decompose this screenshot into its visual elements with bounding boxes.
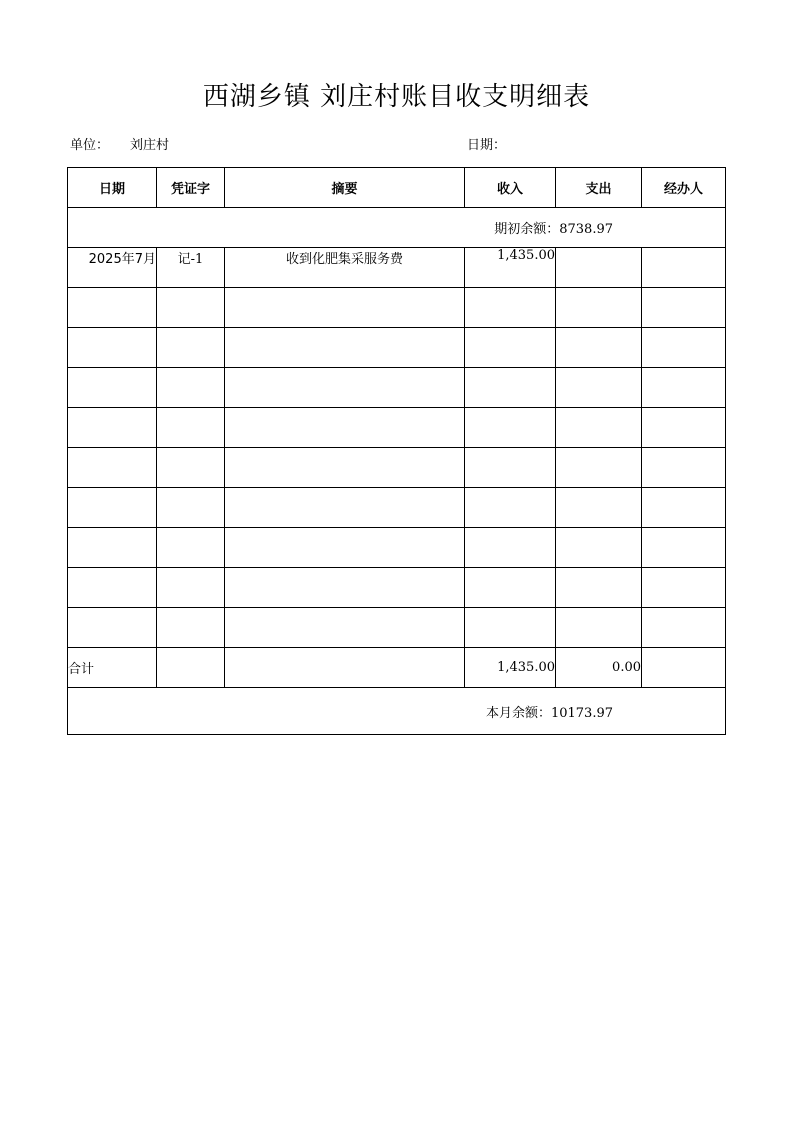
cell-handler bbox=[642, 368, 726, 408]
cell-income bbox=[465, 568, 556, 608]
cell-expense bbox=[556, 448, 642, 488]
cell-summary bbox=[225, 568, 465, 608]
opening-balance-cell bbox=[68, 208, 726, 248]
cell-voucher bbox=[157, 528, 225, 568]
table-row bbox=[68, 248, 726, 288]
cell-income bbox=[465, 448, 556, 488]
table-row bbox=[68, 488, 726, 528]
cell-handler bbox=[642, 488, 726, 528]
cell-income bbox=[465, 608, 556, 648]
cell-date bbox=[68, 288, 157, 328]
table-row bbox=[68, 288, 726, 328]
closing-balance-label: 本月余额： bbox=[485, 705, 551, 721]
cell-income bbox=[465, 408, 556, 448]
table-row bbox=[68, 328, 726, 368]
column-header-expense: 支出 bbox=[556, 168, 642, 208]
closing-balance-row bbox=[68, 688, 726, 735]
cell-date bbox=[68, 488, 157, 528]
cell-handler bbox=[642, 288, 726, 328]
cell-date bbox=[68, 568, 157, 608]
date-label: 日期： bbox=[467, 138, 507, 153]
cell-handler bbox=[642, 568, 726, 608]
unit-value: 刘庄村 bbox=[130, 138, 170, 153]
table-row bbox=[68, 528, 726, 568]
column-header-handler: 经办人 bbox=[642, 168, 726, 208]
cell-expense bbox=[556, 328, 642, 368]
cell-income bbox=[465, 328, 556, 368]
cell-summary bbox=[225, 368, 465, 408]
cell-handler bbox=[642, 608, 726, 648]
cell-summary bbox=[225, 408, 465, 448]
cell-handler bbox=[642, 328, 726, 368]
opening-balance-value: 8738.97 bbox=[559, 222, 613, 237]
unit-label: 单位： bbox=[70, 138, 110, 153]
table-row bbox=[68, 448, 726, 488]
closing-balance-value: 10173.97 bbox=[550, 705, 613, 721]
cell-voucher bbox=[157, 328, 225, 368]
cell-expense bbox=[556, 288, 642, 328]
cell-date: 2025年7月 bbox=[68, 248, 157, 288]
cell-handler bbox=[642, 448, 726, 488]
cell-expense bbox=[556, 528, 642, 568]
ledger-table bbox=[67, 167, 726, 735]
column-header-voucher: 凭证字 bbox=[157, 168, 225, 208]
cell-expense bbox=[556, 608, 642, 648]
cell-summary: 收到化肥集采服务费 bbox=[225, 248, 465, 288]
cell-income bbox=[465, 288, 556, 328]
cell-summary bbox=[225, 528, 465, 568]
cell-voucher bbox=[157, 408, 225, 448]
table-row bbox=[68, 568, 726, 608]
page-title: 西湖乡镇 刘庄村账目收支明细表 bbox=[202, 82, 591, 112]
table-row bbox=[68, 368, 726, 408]
cell-income: 1,435.00 bbox=[465, 248, 556, 288]
cell-income bbox=[465, 528, 556, 568]
total-row bbox=[68, 648, 726, 688]
cell-summary bbox=[225, 328, 465, 368]
table-header-row bbox=[68, 168, 726, 208]
cell-handler bbox=[642, 248, 726, 288]
cell-voucher bbox=[157, 488, 225, 528]
cell-expense bbox=[556, 568, 642, 608]
cell-expense bbox=[556, 488, 642, 528]
cell-summary bbox=[225, 448, 465, 488]
cell-summary bbox=[225, 488, 465, 528]
cell-date bbox=[68, 608, 157, 648]
cell-voucher bbox=[157, 368, 225, 408]
column-header-income: 收入 bbox=[465, 168, 556, 208]
table-row bbox=[68, 408, 726, 448]
cell-handler bbox=[642, 408, 726, 448]
column-header-summary: 摘要 bbox=[225, 168, 465, 208]
table-row bbox=[68, 608, 726, 648]
cell-summary bbox=[225, 608, 465, 648]
closing-balance-cell bbox=[68, 688, 726, 735]
cell-voucher bbox=[157, 608, 225, 648]
cell-expense bbox=[556, 248, 642, 288]
cell-summary bbox=[225, 288, 465, 328]
total-expense: 0.00 bbox=[556, 648, 642, 688]
total-summary-cell bbox=[225, 648, 465, 688]
cell-expense bbox=[556, 408, 642, 448]
opening-balance-label: 期初余额： bbox=[494, 222, 560, 237]
cell-voucher bbox=[157, 448, 225, 488]
cell-income bbox=[465, 368, 556, 408]
cell-voucher bbox=[157, 568, 225, 608]
cell-date bbox=[68, 528, 157, 568]
cell-voucher: 记-1 bbox=[157, 248, 225, 288]
cell-expense bbox=[556, 368, 642, 408]
cell-date bbox=[68, 328, 157, 368]
cell-date bbox=[68, 368, 157, 408]
cell-handler bbox=[642, 528, 726, 568]
total-income: 1,435.00 bbox=[465, 648, 556, 688]
total-voucher-cell bbox=[157, 648, 225, 688]
opening-balance-row bbox=[68, 208, 726, 248]
cell-date bbox=[68, 448, 157, 488]
column-header-date: 日期 bbox=[68, 168, 157, 208]
cell-date bbox=[68, 408, 157, 448]
cell-voucher bbox=[157, 288, 225, 328]
cell-income bbox=[465, 488, 556, 528]
total-handler-cell bbox=[642, 648, 726, 688]
total-label: 合计 bbox=[68, 648, 157, 688]
